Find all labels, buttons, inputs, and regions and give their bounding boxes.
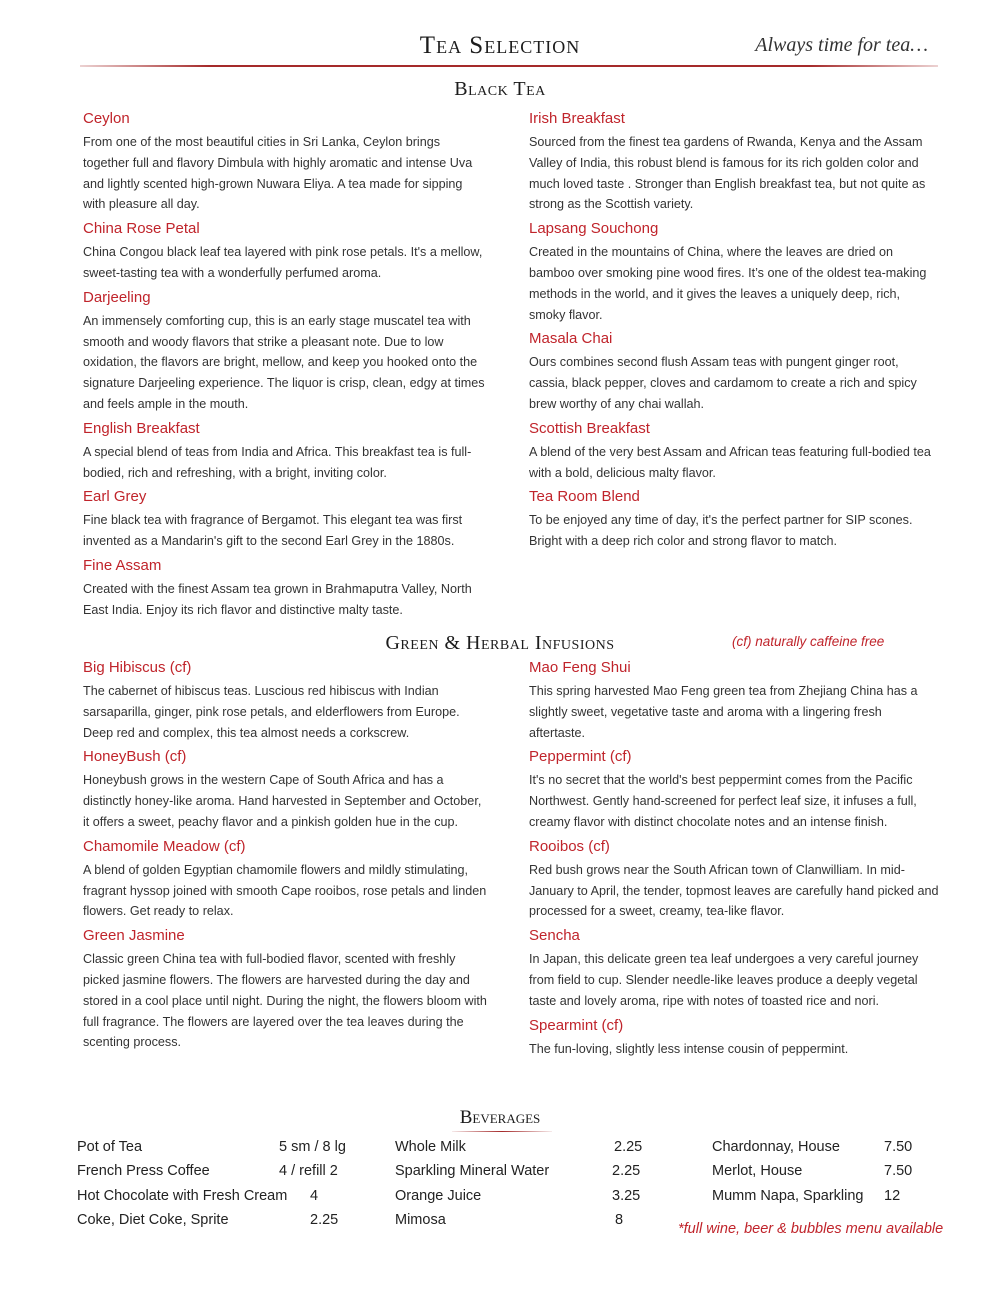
beverage-name: Orange Juice [395,1188,482,1204]
tea-description: Created in the mountains of China, where the leaves are dried on bamboo over smoking pine wood fires. It’s one of the oldest tea-making methods in the world, and it gives the leaves a uniquely deep, rich, smoky flavor. [529,245,927,322]
green-herbal-left-column [83,658,488,1057]
black-tea-right-column [529,109,939,556]
tea-description: A blend of the very best Assam and African teas featuring full-bodied tea with a bold, delicious malty flavor. [529,444,931,480]
tea-name: Tea Room Blend [529,488,640,506]
tea-name: Mao Feng Shui [529,659,631,676]
beverage-price: 5 sm / 8 lg [279,1139,346,1155]
tea-name: Darjeeling [83,288,151,306]
tea-description: A special blend of teas from India and Africa. This breakfast tea is full-bodied, rich and refreshing, with a bright, inviting color. [83,444,472,480]
tea-description: From one of the most beautiful cities in Sri Lanka, Ceylon brings together full and flavory Dimbula with highly aromatic and intense Uva and lightly scented high-grown Nuwara Eliya. A tea made for sipping with pleasure all day. [83,135,473,212]
green-herbal-right-column [529,658,939,1063]
tea-name: Big Hibiscus (cf) [83,659,192,676]
tea-description: This spring harvested Mao Feng green tea from Zhejiang China has a slightly sweet, vegetative taste and aroma with a lingering fresh aftertaste. [529,684,918,740]
beverage-name: Hot Chocolate with Fresh Cream [77,1188,288,1204]
wine-menu-note: *full wine, beer & bubbles menu available [678,1221,944,1237]
tea-description: Honeybush grows in the western Cape of South Africa and has a distinctly honey-like aroma. Hand harvested in September and October, it offers a sweet, peachy flavor and a pinkish golden hue in the cup. [83,773,482,829]
beverage-price: 4 / refill 2 [279,1163,338,1179]
beverage-name: Sparkling Mineral Water [395,1163,550,1179]
tea-name: Earl Grey [83,488,147,506]
tea-description: Red bush grows near the South African town of Clanwilliam. In mid-January to April, the tender, topmost leaves are carefully hand picked and processed for a sweet, creamy, tea-like flavor. [529,862,939,919]
menu-item [83,487,488,552]
menu-item [83,556,488,621]
beverage-price: 7.50 [884,1163,913,1179]
tea-description: The cabernet of hibiscus teas. Luscious red hibiscus with Indian sarsaparilla, ginger, pink rose petals, and elderflowers from Europe. Deep red and complex, this tea almost needs a corkscrew. [83,684,460,740]
menu-item [529,487,939,552]
tea-name: Irish Breakfast [529,110,625,127]
beverage-price: 7.50 [884,1139,913,1155]
menu-item [83,658,488,743]
beverage-name: Mimosa [395,1212,446,1228]
menu-item [529,109,939,215]
tea-name: China Rose Petal [83,220,200,238]
beverage-name: French Press Coffee [77,1163,210,1179]
tea-description: Ours combines second flush Assam teas with pungent ginger root, cassia, black pepper, cloves and cardamom to create a rich and spicy brew worthy of any chai wallah. [529,355,917,411]
tea-name: Lapsang Souchong [529,220,659,238]
tea-name: Rooibos (cf) [529,837,610,855]
tea-name: Chamomile Meadow (cf) [83,837,246,855]
beverage-price: 2.25 [310,1212,339,1228]
tea-name: Fine Assam [83,556,162,574]
menu-item [529,1016,939,1060]
tea-description: The fun-loving, slightly less intense cousin of peppermint. [529,1041,849,1056]
menu-item [529,747,939,832]
tea-name: HoneyBush (cf) [83,748,187,766]
beverage-price: 4 [310,1188,319,1204]
tea-description: A blend of golden Egyptian chamomile flowers and mildly stimulating, fragrant hyssop joined with smooth Cape rooibos, rose petals and linden flowers. Get ready to relax. [83,862,487,919]
menu-item [529,926,939,1011]
tea-name: Ceylon [83,110,130,127]
tea-description: An immensely comforting cup, this is an early stage muscatel tea with smooth and woody flavors that strike a pleasant note. Due to low oxidation, the flavors are bright, mellow, and keep you hooked onto the signature Darjeeling experience. The liquor is crisp, clean, edgy at times and feels ample in the mouth. [83,313,485,411]
green-herbal-heading: Green & Herbal Infusions [385,632,615,654]
tea-description: In Japan, this delicate green tea leaf undergoes a very careful journey from field to cup. Slender needle-like leaves produce a deeply vegetal taste and lovely aroma, ripe with notes of toasted rice and nori. [529,952,919,1008]
tea-description: Fine black tea with fragrance of Bergamot. This elegant tea was first invented as a Mandarin's gift to the second Earl Grey in the 1880s. [83,513,463,549]
tea-name: English Breakfast [83,419,200,437]
tea-description: It's no secret that the world's best peppermint comes from the Pacific Northwest. Gently hand-screened for perfect leaf size, it infuses a full, creamy flavor with distinct chocolate notes and an intense finish. [529,773,917,829]
menu-item [83,419,488,484]
header-divider [80,65,938,67]
tea-description: China Congou black leaf tea layered with pink rose petals. It's a mellow, sweet-tasting tea with a wonderfully perfumed aroma. [83,245,483,280]
tea-name: Sencha [529,927,580,945]
tea-description: Sourced from the finest tea gardens of Rwanda, Kenya and the Assam Valley of India, this robust blend is famous for its rich golden color and much loved taste . Stronger than English breakfast tea, but not quite as strong as the Scottish variety. [529,135,926,212]
menu-item [83,288,488,415]
beverage-price: 12 [884,1188,901,1204]
tea-name: Spearmint (cf) [529,1016,624,1034]
menu-item [83,219,488,284]
beverages-heading: Beverages [459,1107,541,1128]
beverage-name: Mumm Napa, Sparkling [712,1188,864,1204]
menu-item [83,926,488,1053]
beverage-price: 3.25 [612,1188,641,1204]
beverage-name: Merlot, House [712,1163,803,1179]
menu-item [529,658,939,743]
tea-name: Scottish Breakfast [529,419,650,437]
tea-name: Peppermint (cf) [529,748,632,766]
tea-name: Green Jasmine [83,927,185,945]
tea-description: To be enjoyed any time of day, it's the perfect partner for SIP scones. Bright with a deep rich color and strong flavor to match. [529,513,913,549]
menu-item [529,837,939,922]
beverage-price: 2.25 [612,1163,641,1179]
tagline: Always time for tea… [755,34,928,56]
menu-item [83,837,488,922]
menu-item [529,329,939,414]
black-tea-left-column [83,109,488,625]
beverages-divider [452,1131,552,1132]
menu-item [83,747,488,832]
menu-item [529,419,939,484]
beverage-price: 8 [615,1212,624,1228]
beverage-price: 2.25 [614,1139,643,1155]
beverage-name: Whole Milk [395,1139,466,1155]
tea-description: Classic green China tea with full-bodied flavor, scented with freshly picked jasmine flowers. The flowers are harvested during the day and stored in a cool place until night. During the night, the flowers bloom with full fragrance. The flowers are layered over the tea leaves during the scenting process. [83,952,487,1050]
menu-item [83,109,488,215]
menu-item [529,219,939,325]
caffeine-free-note: (cf) naturally caffeine free [732,634,885,649]
page-title: Tea Selection [419,32,581,59]
beverage-name: Pot of Tea [77,1139,143,1155]
beverage-name: Coke, Diet Coke, Sprite [77,1212,229,1228]
page-header [0,0,1000,70]
beverage-name: Chardonnay, House [712,1139,840,1155]
tea-name: Masala Chai [529,330,613,348]
tea-description: Created with the finest Assam tea grown in Brahmaputra Valley, North East India. Enjoy its rich flavor and distinctive malty taste. [83,581,472,617]
black-tea-heading: Black Tea [454,78,546,100]
